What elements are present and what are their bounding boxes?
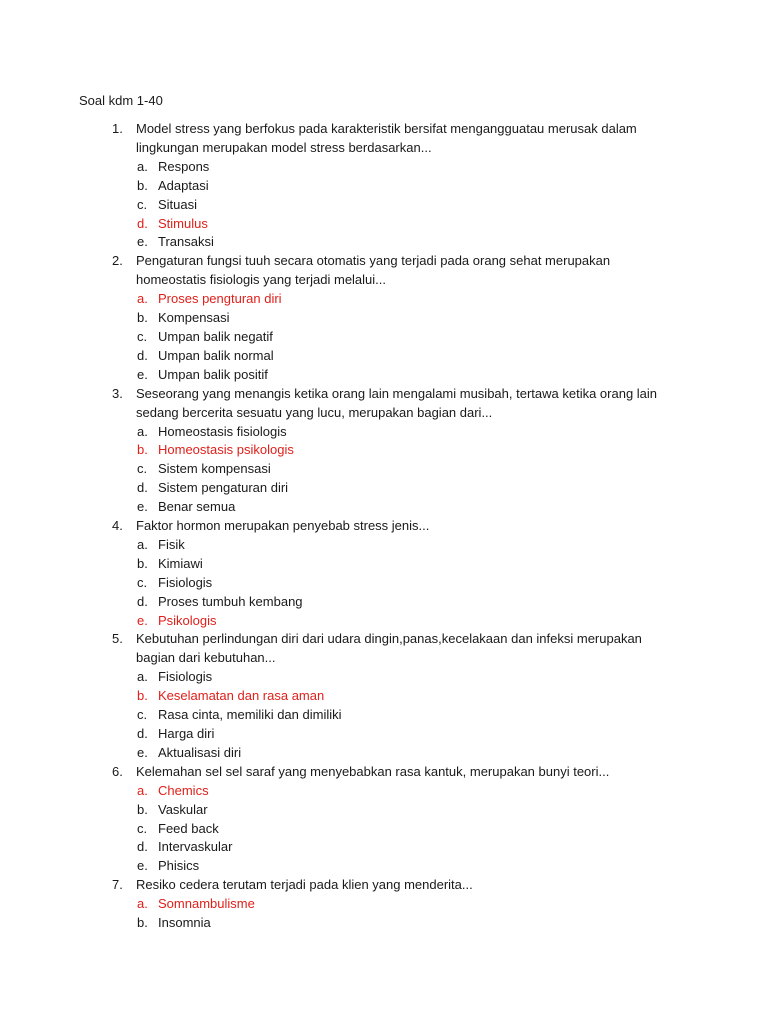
option-text: Chemics [158,782,209,798]
question-number: 7. [112,877,123,893]
option-text: Homeostasis psikologis [158,442,294,458]
question-item [0,120,768,252]
answer-option [0,725,768,744]
option-letter: c. [137,328,148,344]
option-text: Intervaskular [158,839,233,855]
option-text: Feed back [158,820,219,836]
answer-option [0,593,768,612]
question-number: 3. [112,385,123,401]
answer-option [0,555,768,574]
question-item [0,517,768,630]
answer-option-correct [0,687,768,706]
question-stem [0,876,676,895]
question-stem [0,630,676,668]
option-letter: e. [137,858,148,874]
answer-option [0,914,768,933]
answer-option [0,347,768,366]
option-text: Homeostasis fisiologis [158,423,287,439]
page-title: Soal kdm 1-40 [79,93,163,108]
option-letter: a. [137,669,148,685]
option-letter: d. [137,839,148,855]
answer-option [0,574,768,593]
question-number: 6. [112,763,123,779]
option-letter: c. [137,574,148,590]
option-text: Umpan balik positif [158,366,268,382]
answer-option [0,536,768,555]
question-stem [0,120,676,158]
question-stem [0,763,676,782]
question-text: Kebutuhan perlindungan diri dari udara dingin,panas,kecelakaan dan infeksi merupakan bagian dari kebutuhan... [136,631,642,666]
answer-option [0,857,768,876]
answer-option [0,328,768,347]
answer-option-correct [0,441,768,460]
answer-option [0,838,768,857]
option-text: Phisics [158,858,200,874]
option-text: Sistem pengaturan diri [158,480,289,496]
option-letter: a. [137,782,148,798]
question-text: Seseorang yang menangis ketika orang lain mengalami musibah, tertawa ketika orang lain sedang bercerita sesuatu yang lucu, merupakan bagian dari... [136,385,658,420]
option-text: Psikologis [158,612,217,628]
option-letter: a. [137,896,148,912]
option-text: Keselamatan dan rasa aman [158,688,325,704]
question-text: Resiko cedera terutam terjadi pada klien yang menderita... [136,877,473,893]
question-list [0,120,768,933]
answer-option [0,177,768,196]
question-number: 5. [112,631,123,647]
answer-option [0,196,768,215]
option-letter: d. [137,593,148,609]
option-letter: b. [137,801,148,817]
question-item [0,876,768,933]
answer-option [0,479,768,498]
option-text: Kompensasi [158,310,230,326]
question-stem [0,517,676,536]
question-item [0,763,768,876]
answer-option [0,820,768,839]
answer-option [0,366,768,385]
option-letter: e. [137,499,148,515]
option-text: Stimulus [158,215,208,231]
question-text: Model stress yang berfokus pada karakteristik bersifat mengangguatau merusak dalam lingkungan merupakan model stress berdasarkan... [136,121,637,155]
option-text: Proses pengturan diri [158,291,282,307]
option-letter: e. [137,744,148,760]
option-letter: b. [137,915,148,931]
answer-option [0,158,768,177]
answer-option [0,423,768,442]
answer-option [0,744,768,763]
option-letter: e. [137,612,148,628]
answer-option [0,233,768,252]
option-letter: b. [137,688,148,704]
answer-option-correct [0,290,768,309]
option-text: Adaptasi [158,177,209,193]
answer-option-correct [0,612,768,631]
option-text: Sistem kompensasi [158,461,271,477]
option-text: Umpan balik normal [158,347,274,363]
option-text: Harga diri [158,726,215,741]
answer-option [0,309,768,328]
option-text: Fisiologis [158,669,213,685]
option-text: Benar semua [158,499,236,515]
question-text: Kelemahan sel sel saraf yang menyebabkan rasa kantuk, merupakan bunyi teori... [136,763,610,779]
answer-option [0,706,768,725]
question-item [0,630,768,762]
option-letter: b. [137,310,148,326]
option-letter: d. [137,480,148,496]
option-letter: c. [137,707,148,723]
option-text: Kimiawi [158,555,203,571]
option-text: Vaskular [158,801,208,817]
answer-option-correct [0,895,768,914]
question-item [0,252,768,384]
answer-option [0,668,768,687]
option-letter: b. [137,555,148,571]
answer-option-correct [0,782,768,801]
question-number: 1. [112,121,123,136]
answer-option [0,801,768,820]
option-letter: a. [137,158,148,174]
option-letter: d. [137,347,148,363]
question-number: 2. [112,253,123,269]
question-stem [0,252,676,290]
answer-option [0,460,768,479]
option-text: Proses tumbuh kembang [158,593,303,609]
question-text: Pengaturan fungsi tuuh secara otomatis yang terjadi pada orang sehat merupakan homeostatis fisiologis yang terjadi melalui... [136,253,611,288]
option-text: Fisiologis [158,574,213,590]
option-text: Insomnia [158,915,211,931]
option-letter: a. [137,536,148,552]
option-text: Somnambulisme [158,896,255,912]
option-letter: b. [137,177,148,193]
option-letter: e. [137,234,148,250]
option-text: Aktualisasi diri [158,744,242,760]
option-letter: c. [137,196,148,212]
question-number: 4. [112,518,123,534]
option-letter: e. [137,366,148,382]
option-letter: c. [137,461,148,477]
option-letter: d. [137,726,148,741]
option-text: Respons [158,158,210,174]
question-item [0,385,768,517]
option-text: Transaksi [158,234,214,250]
option-text: Rasa cinta, memiliki dan dimiliki [158,707,342,723]
option-text: Situasi [158,196,198,212]
option-letter: a. [137,423,148,439]
answer-option [0,498,768,517]
answer-option-correct [0,215,768,234]
option-text: Umpan balik negatif [158,328,273,344]
option-letter: a. [137,291,148,307]
question-text: Faktor hormon merupakan penyebab stress jenis... [136,518,430,534]
option-text: Fisik [158,536,185,552]
option-letter: d. [137,215,148,231]
option-letter: c. [137,820,148,836]
option-letter: b. [137,442,148,458]
question-stem [0,385,676,423]
